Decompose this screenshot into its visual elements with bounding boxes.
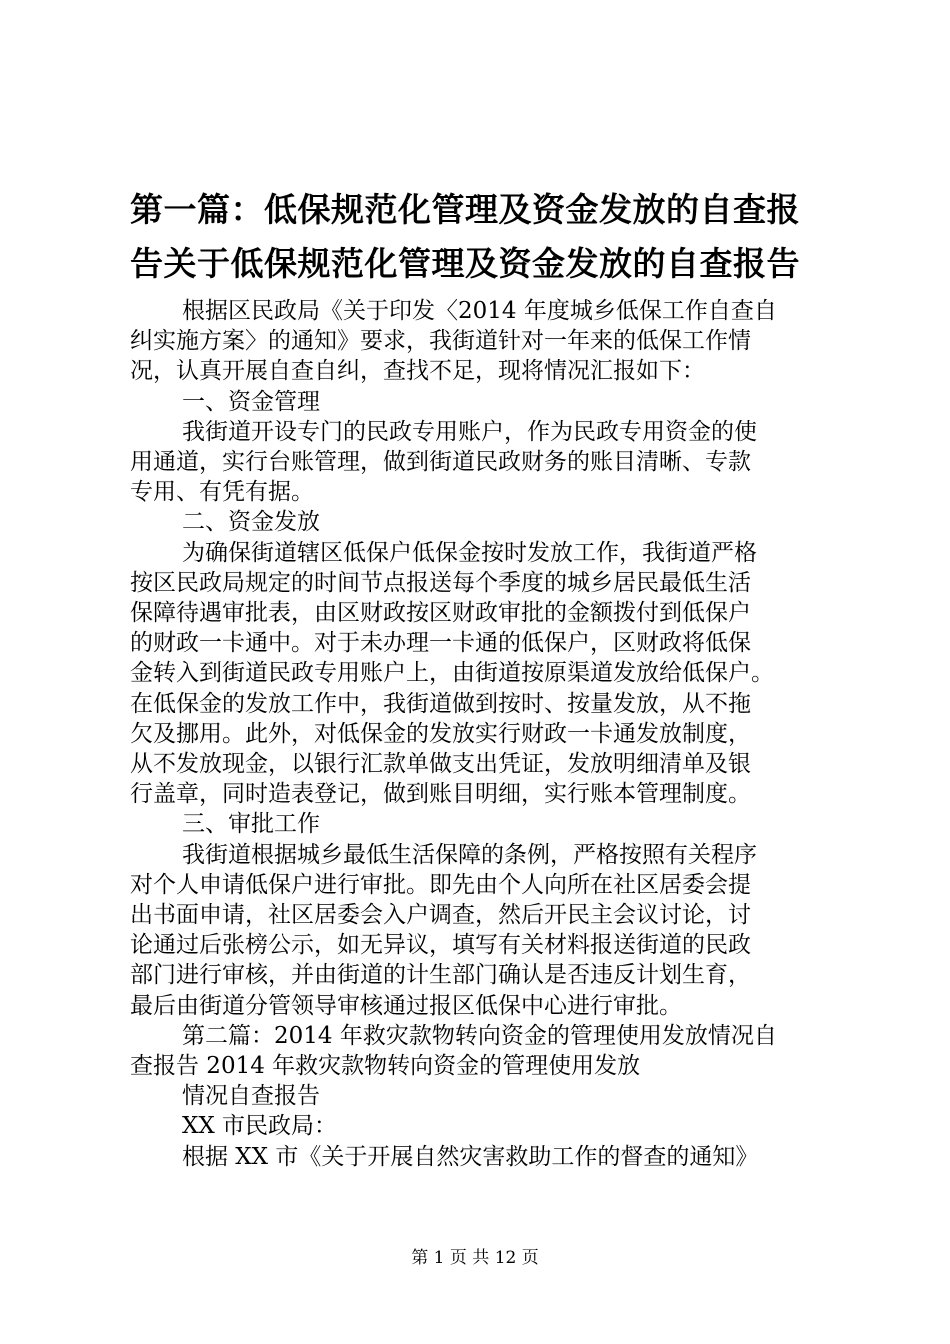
document-body — [130, 296, 850, 1172]
text-line: 行盖章，同时造表登记，做到账目明细，实行账本管理制度。 — [130, 781, 751, 808]
text-line: 对个人申请低保户进行审批。即先由个人向所在社区居委会提 — [130, 871, 751, 898]
text-line: 纠实施方案〉的通知》要求，我街道针对一年来的低保工作情 — [130, 328, 751, 355]
text-line: 出书面申请，社区居委会入户调查，然后开民主会议讨论，讨 — [130, 902, 751, 929]
text-line: 部门进行审核，并由街道的计生部门确认是否违反计划生育， — [130, 962, 751, 989]
text-line: 二、资金发放 — [182, 509, 320, 536]
text-line: 按区民政局规定的时间节点报送每个季度的城乡居民最低生活 — [130, 569, 751, 596]
text-line: 第二篇：2014 年救灾款物转向资金的管理使用发放情况自 — [182, 1022, 777, 1049]
text-line: 根据区民政局《关于印发〈2014 年度城乡低保工作自查自 — [182, 298, 777, 324]
text-line: 我街道开设专门的民政专用账户，作为民政专用资金的使 — [182, 418, 757, 445]
text-line: 在低保金的发放工作中，我街道做到按时、按量发放，从不拖 — [130, 690, 751, 717]
page-footer: 第 1 页 共 12 页 — [411, 1248, 539, 1268]
text-line: 的财政一卡通中。对于未办理一卡通的低保户，区财政将低保 — [130, 630, 751, 657]
text-line: 金转入到街道民政专用账户上，由街道按原渠道发放给低保户。 — [130, 660, 774, 687]
title-line-2: 告关于低保规范化管理及资金发放的自查报告 — [130, 244, 800, 283]
text-line: 一、资金管理 — [182, 388, 320, 415]
title-line-1: 第一篇：低保规范化管理及资金发放的自查报 — [130, 190, 800, 229]
text-line: 三、审批工作 — [182, 811, 320, 838]
text-line: 况，认真开展自查自纠，查找不足，现将情况汇报如下： — [130, 358, 705, 385]
text-line: 专用、有凭有据。 — [130, 479, 314, 506]
text-line: 论通过后张榜公示，如无异议，填写有关材料报送街道的民政 — [130, 932, 751, 959]
text-line: 最后由街道分管领导审核通过报区低保中心进行审批。 — [130, 992, 682, 1019]
text-line: 欠及挪用。此外，对低保金的发放实行财政一卡通发放制度， — [130, 720, 751, 747]
text-line: 我街道根据城乡最低生活保障的条例，严格按照有关程序 — [182, 841, 757, 868]
text-line: 为确保街道辖区低保户低保金按时发放工作，我街道严格 — [182, 539, 757, 566]
text-line: 情况自查报告 — [182, 1083, 320, 1110]
text-line: XX 市民政局： — [182, 1113, 338, 1140]
text-line: 用通道，实行台账管理，做到街道民政财务的账目清晰、专款 — [130, 449, 751, 476]
text-line: 从不发放现金，以银行汇款单做支出凭证，发放明细清单及银 — [130, 751, 751, 778]
text-line: 根据 XX 市《关于开展自然灾害救助工作的督查的通知》 — [182, 1143, 759, 1170]
text-line: 查报告 2014 年救灾款物转向资金的管理使用发放 — [130, 1053, 641, 1080]
text-line: 保障待遇审批表，由区财政按区财政审批的金额拨付到低保户 — [130, 600, 751, 627]
